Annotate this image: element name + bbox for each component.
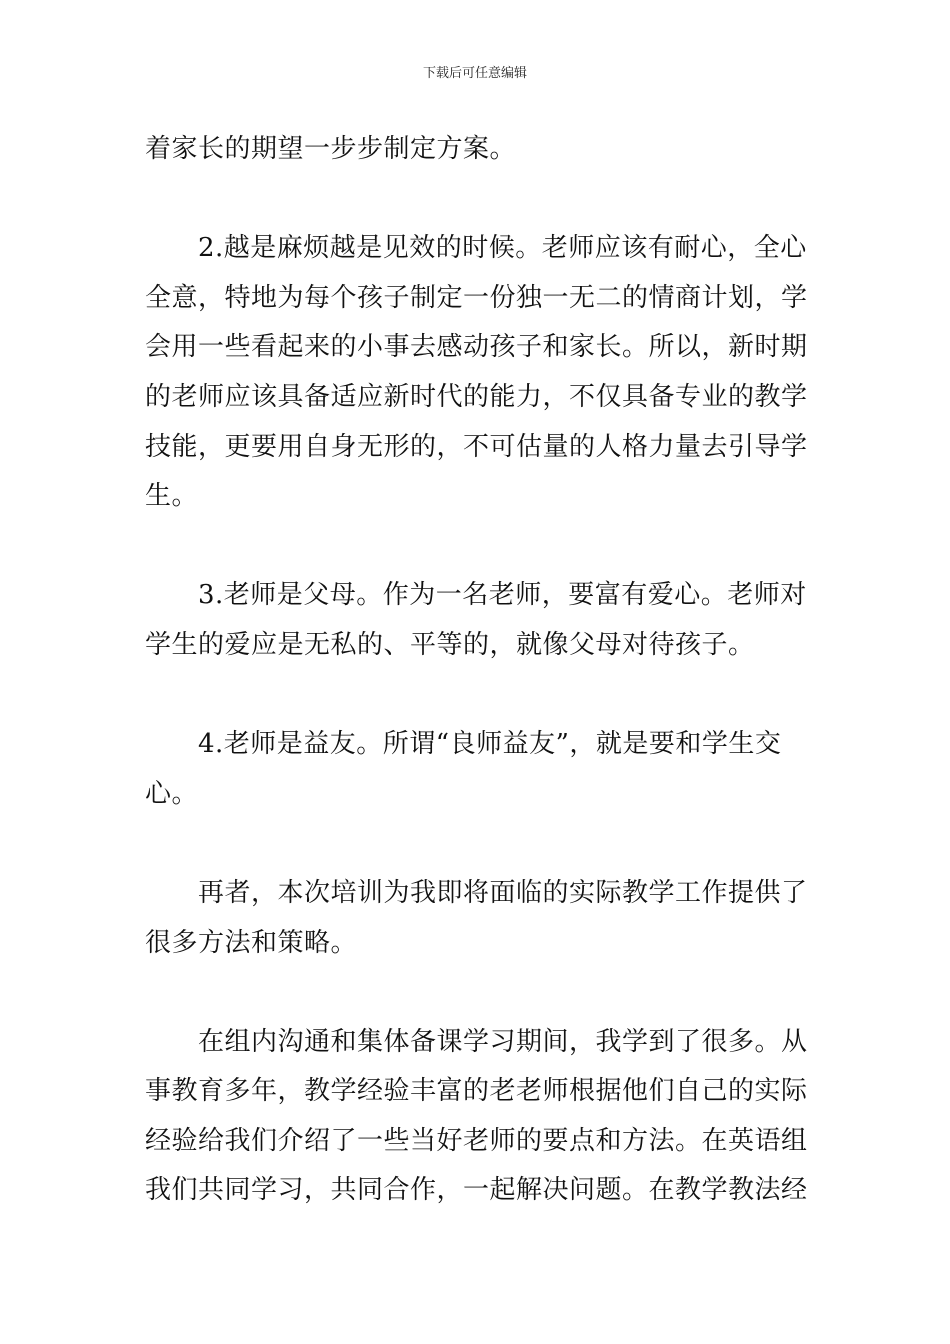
paragraph-point-2: 2.越是麻烦越是见效的时候。老师应该有耐心，全心全意，特地为每个孩子制定一份独一无二的情商计划，学会用一些看起来的小事去感动孩子和家长。所以，新时期的老师应该具备适应新时代的能力，不仅具备专业的教学技能，更要用自身无形的，不可估量的人格力量去引导学生。: [145, 233, 808, 512]
page-header: 下载后可任意编辑: [422, 66, 527, 81]
paragraph-point-4: 4.老师是益友。所谓“良师益友”，就是要和学生交心。: [145, 729, 782, 809]
document-body: [145, 125, 810, 1216]
paragraph-point-3: 3.老师是父母。作为一名老师，要富有爱心。老师对学生的爱应是无私的、平等的，就像父母对待孩子。: [145, 580, 807, 660]
paragraph-training: 再者，本次培训为我即将面临的实际教学工作提供了很多方法和策略。: [145, 877, 808, 958]
paragraph-group-study: 在组内沟通和集体备课学习期间，我学到了很多。从事教育多年，教学经验丰富的老老师根据他们自己的实际经验给我们介绍了一些当好老师的要点和方法。在英语组我们共同学习，共同合作，一起解决问题。在教学教法经: [145, 1026, 808, 1206]
paragraph-continuation: 着家长的期望一步步制定方案。: [145, 134, 517, 164]
